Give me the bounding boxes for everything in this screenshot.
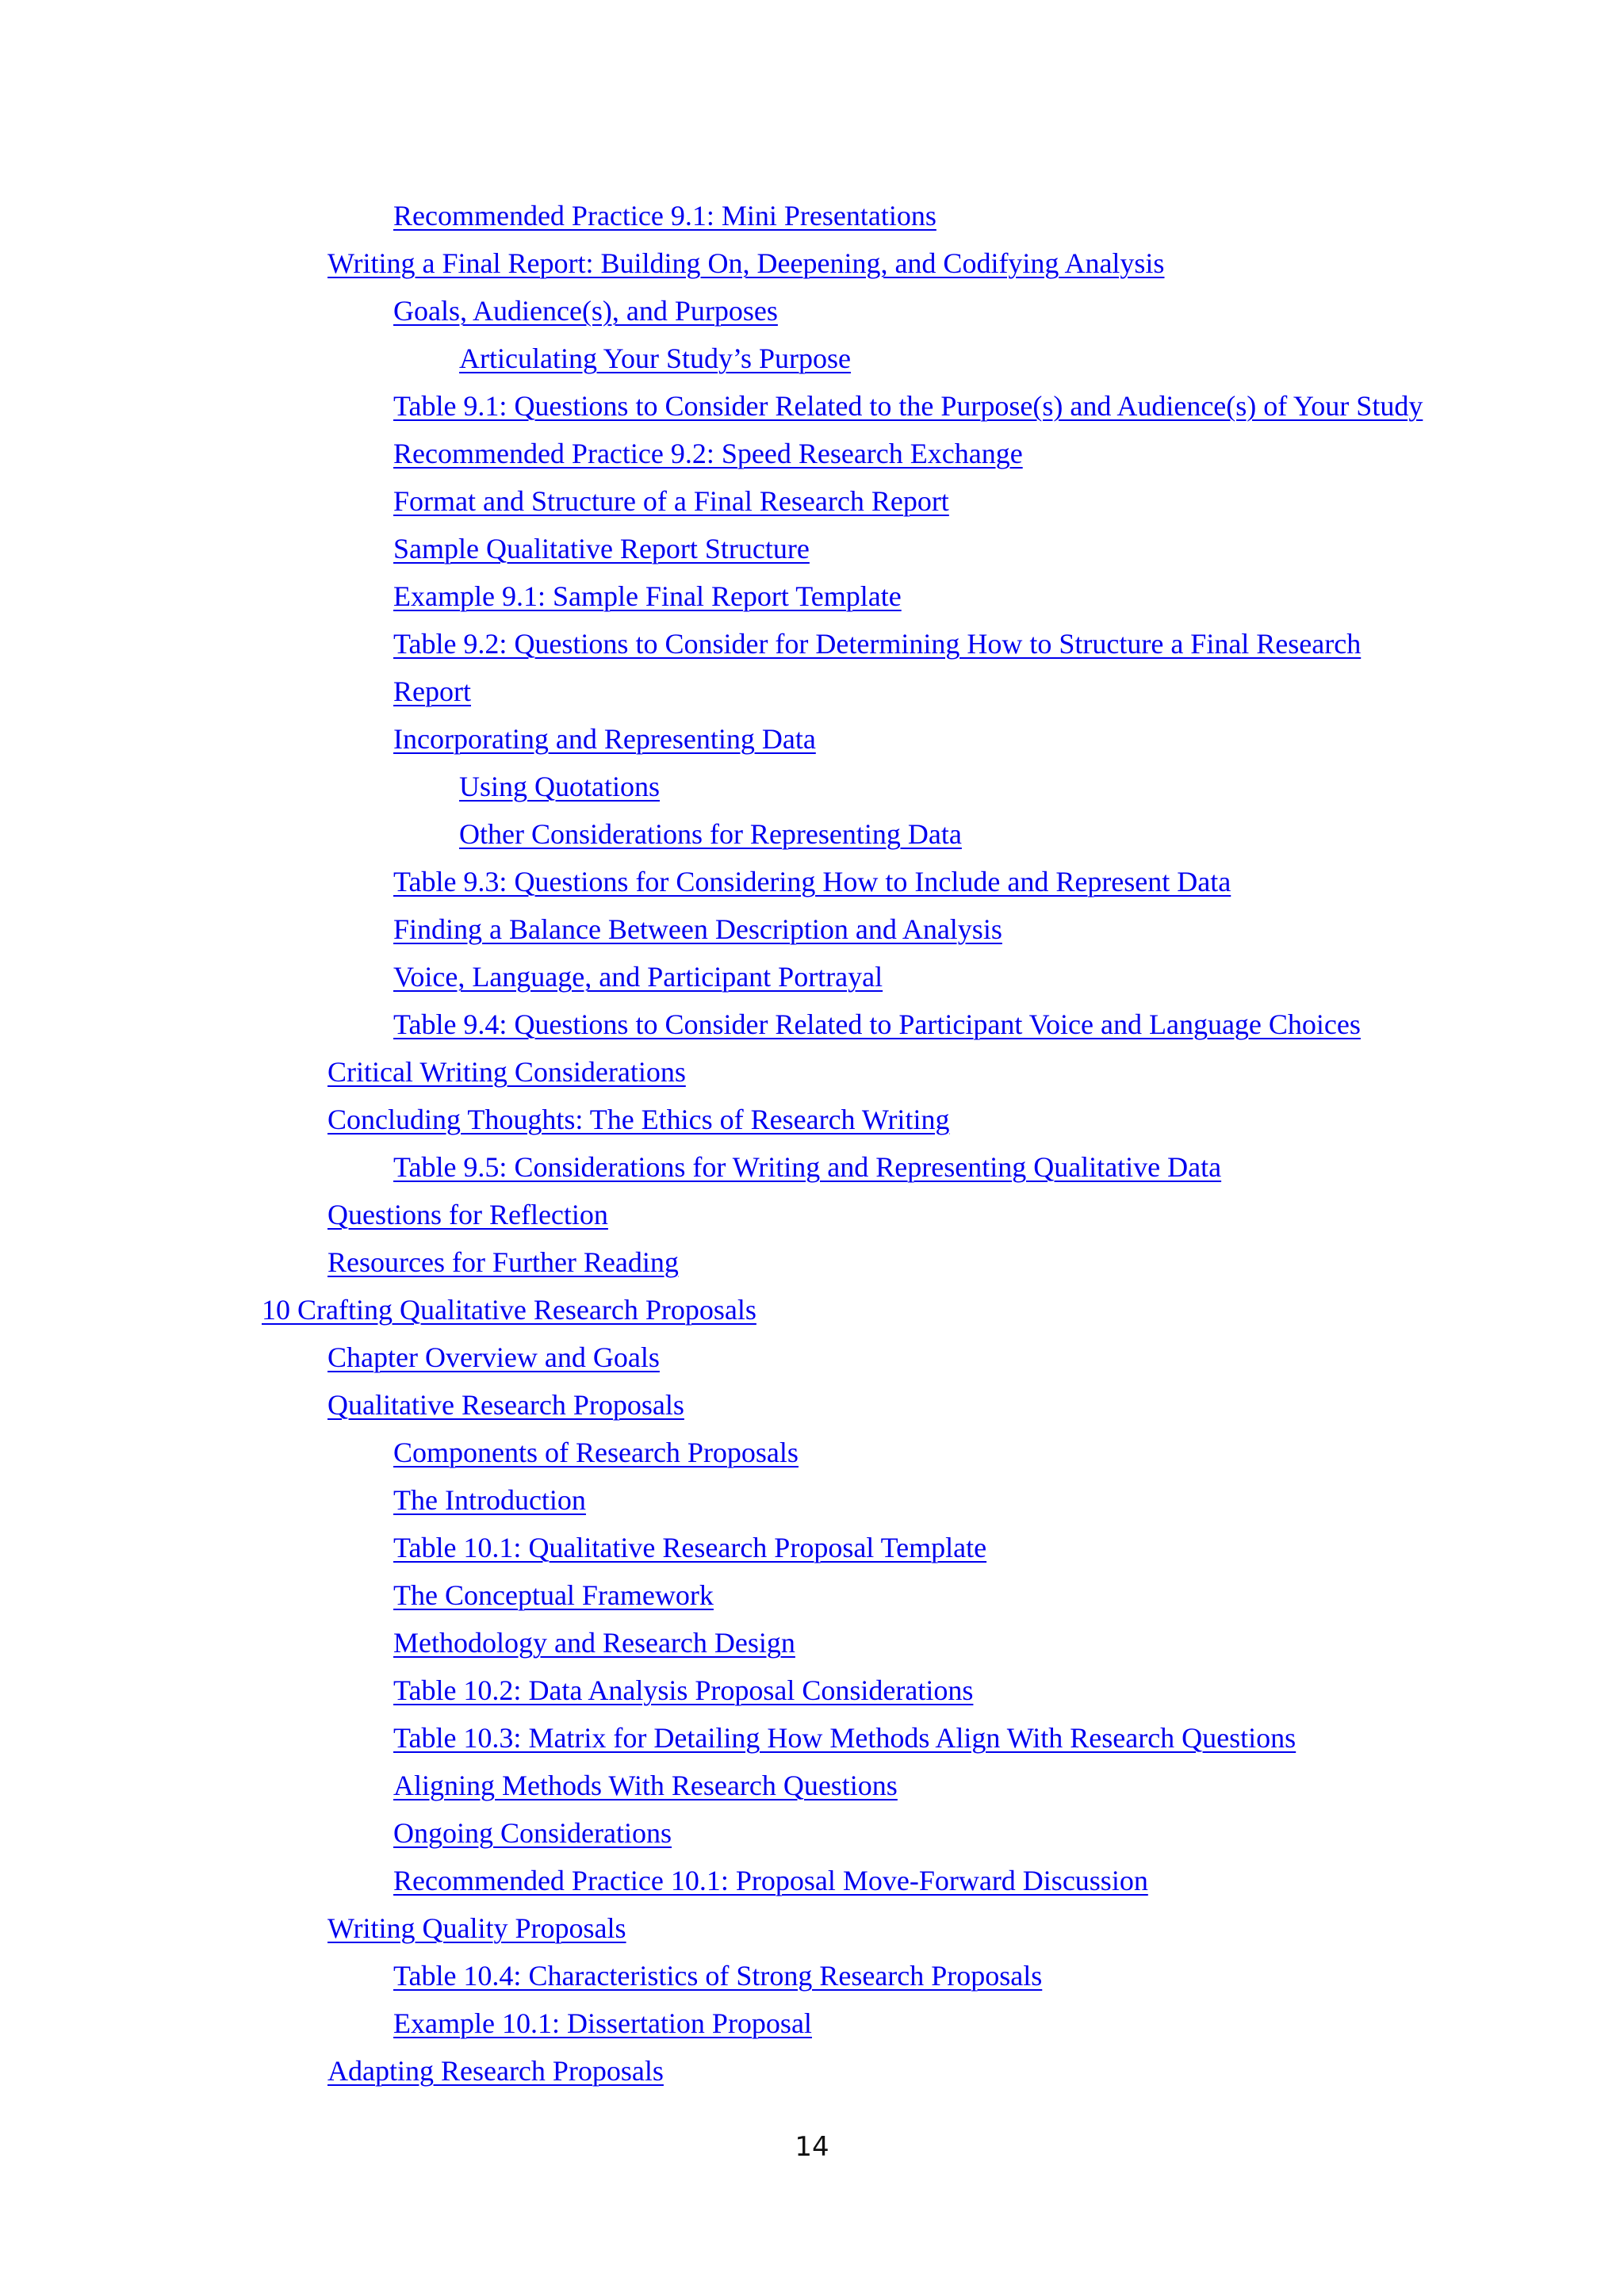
toc-link[interactable]: Qualitative Research Proposals	[327, 1389, 684, 1421]
toc-entry	[0, 388, 1624, 436]
toc-entry	[0, 1768, 1624, 1816]
toc-link[interactable]: Table 9.2: Questions to Consider for Determining How to Structure a Final Research	[393, 628, 1362, 660]
toc-link[interactable]: Example 9.1: Sample Final Report Template	[393, 580, 902, 612]
toc-link[interactable]: Incorporating and Representing Data	[393, 723, 816, 755]
toc-entry	[0, 293, 1624, 341]
toc-link[interactable]: Other Considerations for Representing Data	[459, 818, 962, 850]
toc-entry	[0, 436, 1624, 484]
toc-entry	[0, 1387, 1624, 1435]
toc-entry	[0, 1816, 1624, 1863]
toc-entry	[0, 674, 1624, 721]
toc-entry	[0, 1625, 1624, 1673]
toc-entry	[0, 721, 1624, 769]
page-number: 14	[795, 2131, 829, 2163]
toc-link[interactable]: Articulating Your Study’s Purpose	[459, 342, 852, 374]
toc-entry	[0, 1292, 1624, 1340]
toc-link[interactable]: The Conceptual Framework	[393, 1579, 714, 1611]
toc-link[interactable]: Writing a Final Report: Building On, Deepening, and Codifying Analysis	[327, 247, 1165, 279]
toc-link[interactable]: Writing Quality Proposals	[327, 1912, 626, 1944]
table-of-contents	[0, 198, 1624, 2101]
toc-link[interactable]: Adapting Research Proposals	[327, 2055, 664, 2087]
toc-entry	[0, 1578, 1624, 1625]
toc-link[interactable]: Table 10.2: Data Analysis Proposal Considerations	[393, 1674, 974, 1706]
toc-link[interactable]: Finding a Balance Between Description and Analysis	[393, 913, 1002, 945]
toc-link[interactable]: Table 9.3: Questions for Considering How to Include and Represent Data	[393, 866, 1231, 897]
toc-link[interactable]: Aligning Methods With Research Questions	[393, 1770, 898, 1801]
toc-entry	[0, 1197, 1624, 1245]
toc-entry	[0, 1673, 1624, 1720]
toc-entry	[0, 959, 1624, 1007]
toc-link[interactable]: Recommended Practice 9.1: Mini Presentations	[393, 200, 936, 232]
toc-link[interactable]: Table 9.1: Questions to Consider Related to the Purpose(s) and Audience(s) of Your Study	[393, 390, 1423, 422]
toc-link[interactable]: Components of Research Proposals	[393, 1437, 799, 1468]
toc-entry	[0, 864, 1624, 912]
toc-link[interactable]: Chapter Overview and Goals	[327, 1341, 660, 1373]
toc-entry	[0, 1435, 1624, 1483]
toc-link[interactable]: Methodology and Research Design	[393, 1627, 795, 1659]
toc-entry	[0, 817, 1624, 864]
toc-link[interactable]: Report	[393, 675, 471, 707]
toc-entry	[0, 1007, 1624, 1054]
toc-entry	[0, 912, 1624, 959]
toc-entry	[0, 531, 1624, 579]
toc-entry	[0, 1245, 1624, 1292]
toc-link[interactable]: Resources for Further Reading	[327, 1246, 679, 1278]
toc-entry	[0, 769, 1624, 817]
toc-entry	[0, 1911, 1624, 1958]
toc-entry	[0, 2006, 1624, 2053]
toc-link[interactable]: Questions for Reflection	[327, 1199, 608, 1230]
toc-link[interactable]: Recommended Practice 10.1: Proposal Move-Forward Discussion	[393, 1865, 1148, 1896]
toc-link[interactable]: Table 10.3: Matrix for Detailing How Methods Align With Research Questions	[393, 1722, 1297, 1754]
toc-entry	[0, 1863, 1624, 1911]
toc-link[interactable]: Recommended Practice 9.2: Speed Research Exchange	[393, 438, 1023, 469]
toc-entry	[0, 1150, 1624, 1197]
toc-link[interactable]: Goals, Audience(s), and Purposes	[393, 295, 778, 327]
toc-link[interactable]: Voice, Language, and Participant Portrayal	[393, 961, 883, 993]
toc-entry	[0, 1054, 1624, 1102]
toc-entry	[0, 1720, 1624, 1768]
toc-link[interactable]: The Introduction	[393, 1484, 586, 1516]
toc-entry	[0, 484, 1624, 531]
toc-link[interactable]: Format and Structure of a Final Research Report	[393, 485, 949, 517]
toc-entry	[0, 246, 1624, 293]
toc-link[interactable]: Sample Qualitative Report Structure	[393, 533, 810, 564]
toc-entry	[0, 579, 1624, 626]
toc-entry	[0, 1102, 1624, 1150]
toc-entry	[0, 341, 1624, 388]
toc-link[interactable]: Table 9.4: Questions to Consider Related to Participant Voice and Language Choices	[393, 1008, 1361, 1040]
toc-entry	[0, 1483, 1624, 1530]
toc-link[interactable]: 10 Crafting Qualitative Research Proposals	[262, 1294, 756, 1326]
toc-link[interactable]: Concluding Thoughts: The Ethics of Research Writing	[327, 1104, 950, 1135]
toc-link[interactable]: Using Quotations	[459, 771, 661, 802]
toc-entry	[0, 626, 1624, 674]
toc-entry	[0, 2053, 1624, 2101]
toc-entry	[0, 1958, 1624, 2006]
toc-link[interactable]: Ongoing Considerations	[393, 1817, 672, 1849]
toc-link[interactable]: Table 9.5: Considerations for Writing and Representing Qualitative Data	[393, 1151, 1222, 1183]
toc-entry	[0, 1340, 1624, 1387]
toc-entry	[0, 1530, 1624, 1578]
toc-link[interactable]: Critical Writing Considerations	[327, 1056, 686, 1088]
toc-link[interactable]: Table 10.4: Characteristics of Strong Research Proposals	[393, 1960, 1043, 1992]
toc-link[interactable]: Example 10.1: Dissertation Proposal	[393, 2007, 812, 2039]
toc-link[interactable]: Table 10.1: Qualitative Research Proposal Template	[393, 1532, 987, 1563]
toc-entry	[0, 198, 1624, 246]
